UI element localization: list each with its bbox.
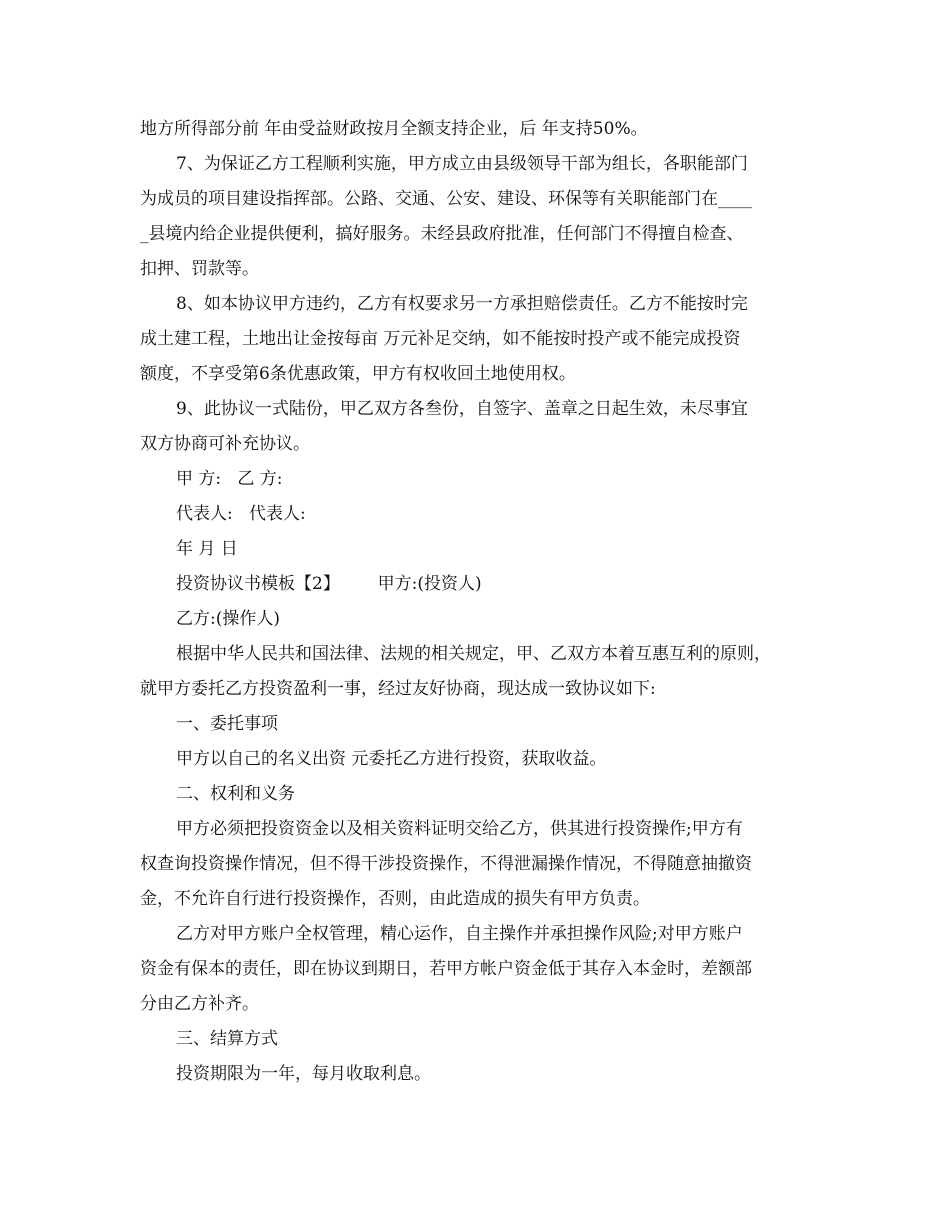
document-body xyxy=(140,112,820,1092)
text-line: 额度，不享受第6条优惠政策，甲方有权收回土地使用权。 xyxy=(140,364,576,384)
text-line: 分由乙方补齐。 xyxy=(140,994,259,1014)
text-line: 三、结算方式 xyxy=(176,1029,278,1049)
text-line: 年 月 日 xyxy=(176,539,238,559)
text-line: 乙方:(操作人) xyxy=(176,609,280,629)
text-line: 甲方以自己的名义出资 元委托乙方进行投资，获取收益。 xyxy=(176,749,607,769)
text-line: 就甲方委托乙方投资盈利一事，经过友好协商，现达成一致协议如下: xyxy=(140,679,656,699)
text-line: 地方所得部分前 年由受益财政按月全额支持企业，后 年支持50%。 xyxy=(140,119,648,139)
text-line: 金，不允许自行进行投资操作，否则，由此造成的损失有甲方负责。 xyxy=(140,889,650,909)
text-line: 一、委托事项 xyxy=(176,714,278,734)
text-line: 成土建工程，土地出让金按每亩 万元补足交纳，如不能按时投产或不能完成投资 xyxy=(140,329,741,349)
text-line: 7、为保证乙方工程顺利实施，甲方成立由县级领导干部为组长，各职能部门 xyxy=(176,154,748,174)
text-line: 根据中华人民共和国法律、法规的相关规定，甲、乙双方本着互惠互利的原则， xyxy=(176,644,771,664)
text-line: 权查询投资操作情况，但不得干涉投资操作，不得泄漏操作情况，不得随意抽撤资 xyxy=(140,854,752,874)
text-line: 为成员的项目建设指挥部。公路、交通、公安、建设、环保等有关职能部门在____ xyxy=(140,189,752,209)
text-line: 甲 方: 乙 方: xyxy=(176,469,283,489)
text-line: 扣押、罚款等。 xyxy=(140,259,259,279)
text-line: 甲方必须把投资资金以及相关资料证明交给乙方，供其进行投资操作;甲方有 xyxy=(176,819,743,839)
text-line: 乙方对甲方账户全权管理，精心运作，自主操作并承担操作风险;对甲方账户 xyxy=(176,924,743,944)
text-line: 8、如本协议甲方违约，乙方有权要求另一方承担赔偿责任。乙方不能按时完 xyxy=(176,294,748,314)
text-line: 资金有保本的责任，即在协议到期日，若甲方帐户资金低于其存入本金时，差额部 xyxy=(140,959,752,979)
text-line: _县境内给企业提供便利，搞好服务。未经县政府批准，任何部门不得擅自检查、 xyxy=(140,224,744,244)
text-line: 代表人: 代表人: xyxy=(176,504,306,524)
text-line: 投资期限为一年，每月收取利息。 xyxy=(176,1064,431,1084)
text-line: 双方协商可补充协议。 xyxy=(140,434,310,454)
text-line: 9、此协议一式陆份，甲乙双方各叁份，自签字、盖章之日起生效，未尽事宜 xyxy=(176,399,748,419)
text-line: 二、权利和义务 xyxy=(176,784,295,804)
text-line: 投资协议书模板【2】 甲方:(投资人) xyxy=(176,574,482,594)
